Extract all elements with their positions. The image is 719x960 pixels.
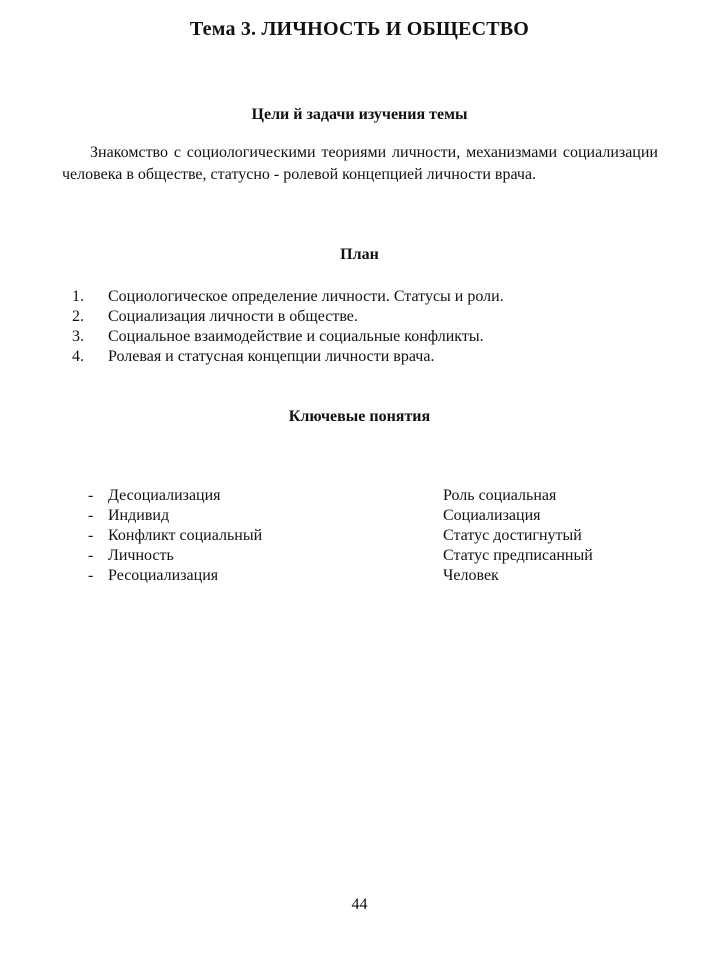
concept-item: Статус достигнутый bbox=[443, 527, 582, 544]
plan-item bbox=[72, 287, 504, 307]
dash-marker: - bbox=[88, 547, 94, 564]
concept-text: Десоциализация bbox=[108, 487, 221, 504]
concepts-heading: Ключевые понятия bbox=[288, 408, 431, 425]
concept-text: Ресоциализация bbox=[108, 567, 219, 584]
concept-item bbox=[88, 566, 262, 586]
page-title: Тема 3. ЛИЧНОСТЬ И ОБЩЕСТВО bbox=[189, 18, 530, 40]
concept-item bbox=[88, 486, 262, 506]
goals-heading: Цели й задачи изучения темы bbox=[251, 106, 468, 123]
dash-marker: - bbox=[88, 527, 94, 544]
concept-text: Индивид bbox=[108, 507, 170, 524]
plan-item bbox=[72, 307, 504, 327]
concept-item: Статус предписанный bbox=[443, 547, 593, 564]
goals-paragraph: Знакомство с социологическими теориями личности, механизмами социализации человека в обществе, статусно - ролевой концепцией личности врача. bbox=[62, 144, 658, 183]
concept-item bbox=[88, 526, 262, 546]
plan-heading: План bbox=[340, 246, 379, 263]
plan-item-text: Социологическое определение личности. Статусы и роли. bbox=[108, 288, 504, 305]
plan-item-text: Социализация личности в обществе. bbox=[108, 308, 358, 325]
concept-item: Человек bbox=[443, 567, 499, 584]
concept-text: Конфликт социальный bbox=[108, 527, 263, 544]
page-number: 44 bbox=[351, 896, 368, 913]
plan-item-text: Ролевая и статусная концепции личности врача. bbox=[108, 348, 435, 365]
plan-item-number: 1. bbox=[72, 288, 84, 305]
dash-marker: - bbox=[88, 507, 94, 524]
concept-text: Личность bbox=[108, 547, 174, 564]
dash-marker: - bbox=[88, 487, 94, 504]
concepts-right-column bbox=[443, 486, 593, 586]
concepts-left-column bbox=[88, 486, 262, 586]
plan-item bbox=[72, 327, 504, 347]
plan-item-number: 2. bbox=[72, 308, 84, 325]
concept-item: Социализация bbox=[443, 507, 541, 524]
plan-list bbox=[72, 287, 504, 367]
concept-item bbox=[88, 546, 262, 566]
plan-item-number: 4. bbox=[72, 348, 84, 365]
concept-item: Роль социальная bbox=[443, 487, 557, 504]
plan-item-number: 3. bbox=[72, 328, 84, 345]
concept-item bbox=[88, 506, 262, 526]
plan-item bbox=[72, 347, 504, 367]
dash-marker: - bbox=[88, 567, 94, 584]
plan-item-text: Социальное взаимодействие и социальные конфликты. bbox=[108, 328, 484, 345]
